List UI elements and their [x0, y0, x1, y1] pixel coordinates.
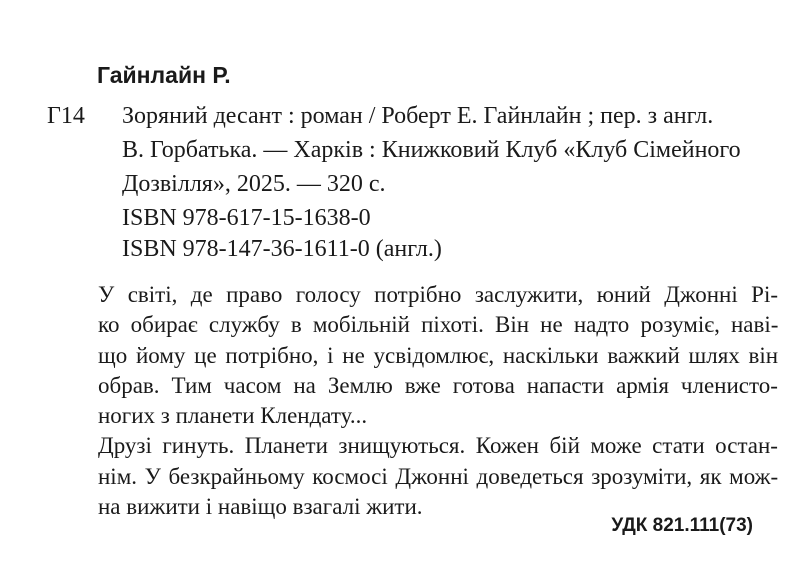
- annotation-line: У світі, де право голосу потрібно заслужити, юний Джонні Рі-: [98, 282, 779, 307]
- annotation-line: обрав. Тим часом на Землю вже готова напасти армія членисто-: [98, 372, 778, 398]
- description-line: Зоряний десант : роман / Роберт Е. Гайнлайн ; пер. з англ.: [122, 103, 714, 129]
- author-heading: Гайнлайн Р.: [97, 62, 231, 88]
- annotation-line: що йому це потрібно, і не усвідомлює, наскільки важкий шлях він: [98, 342, 779, 368]
- author-index: Г14: [47, 103, 85, 129]
- annotation-line: ногих з планети Клендату...: [98, 403, 368, 429]
- annotation-line: нім. У безкрайньому космосі Джонні доведеться зрозуміти, як мож-: [98, 463, 779, 489]
- isbn-block: [122, 203, 442, 265]
- annotation-line: ко обирає службу в мобільній піхоті. Він не надто розуміє, наві-: [98, 312, 779, 338]
- description-line: В. Горбатька. — Харків : Книжковий Клуб «Клуб Сімейного: [122, 137, 741, 163]
- annotation-line: на вижити і навіщо взагалі жити.: [98, 494, 423, 520]
- isbn-line: ISBN 978-617-15-1638-0: [122, 205, 371, 231]
- udk-code: УДК 821.111(73): [611, 515, 753, 536]
- bibliographic-description: [122, 101, 762, 203]
- isbn-line: ISBN 978-147-36-1611-0 (англ.): [122, 236, 442, 262]
- annotation-line: Друзі гинуть. Планети знищуються. Кожен бій може стати остан-: [98, 433, 778, 459]
- annotation: [98, 281, 778, 523]
- description-line: Дозвілля», 2025. — 320 с.: [122, 171, 386, 197]
